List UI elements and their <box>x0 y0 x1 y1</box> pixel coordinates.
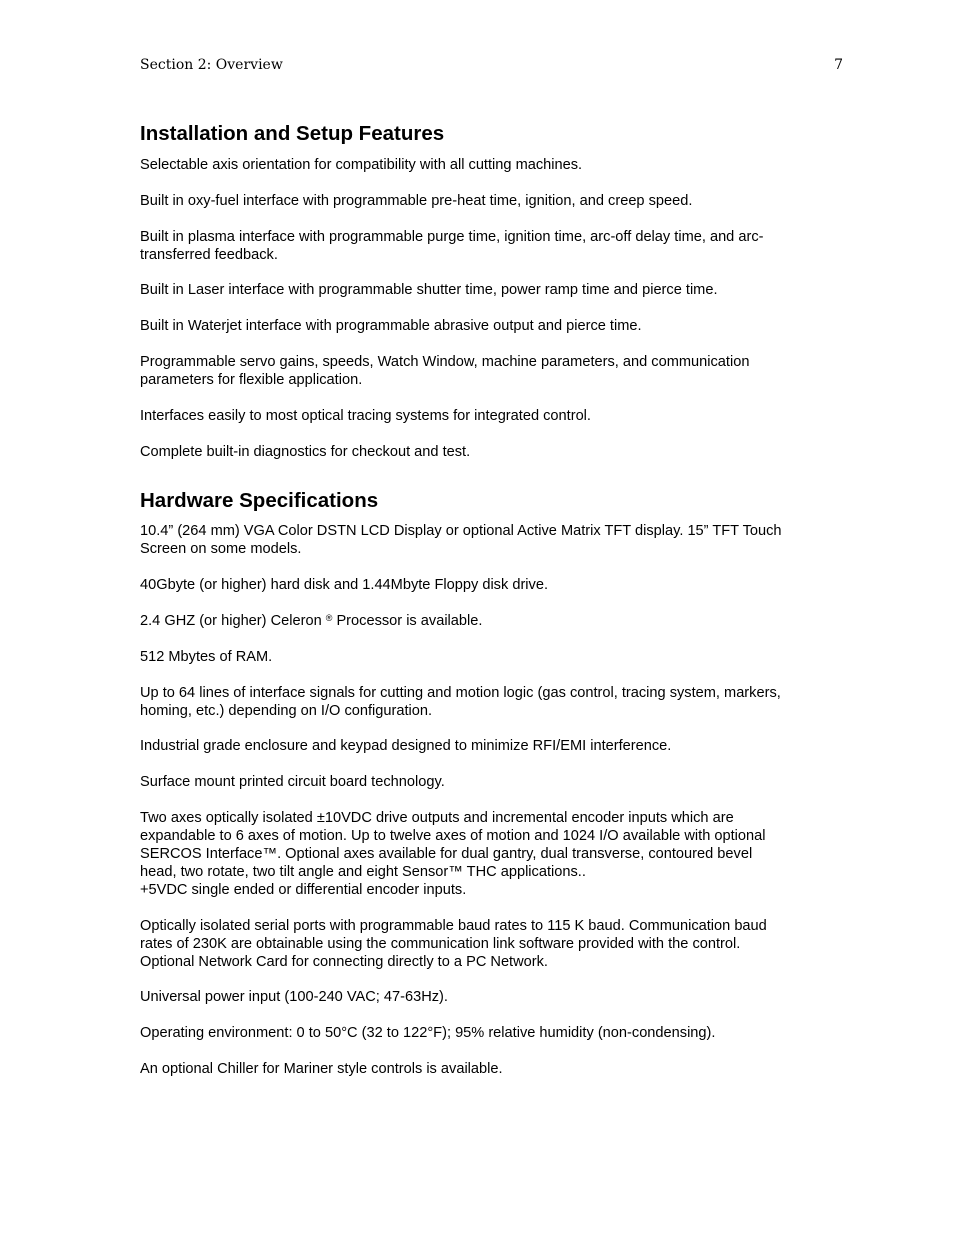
text-line: Selectable axis orientation for compatibility with all cutting machines. <box>140 157 583 173</box>
text-line: 512 Mbytes of RAM. <box>140 649 273 665</box>
hardware-paragraph <box>140 1060 840 1078</box>
text-fragment: 2.4 GHZ (or higher) Celeron <box>140 613 326 629</box>
installation-paragraph <box>140 317 840 335</box>
hardware-paragraph <box>140 612 840 630</box>
installation-paragraph <box>140 192 840 210</box>
text-line: An optional Chiller for Mariner style controls is available. <box>140 1061 503 1077</box>
text-line: 40Gbyte (or higher) hard disk and 1.44Mbyte Floppy disk drive. <box>140 577 549 593</box>
text-line: parameters for flexible application. <box>140 372 363 388</box>
hardware-paragraph <box>140 648 840 666</box>
text-line: Surface mount printed circuit board technology. <box>140 774 445 790</box>
installation-paragraph <box>140 407 840 425</box>
hardware-paragraph <box>140 1024 840 1042</box>
text-line: Screen on some models. <box>140 541 302 557</box>
text-line <box>140 612 840 630</box>
page-number: 7 <box>834 57 843 73</box>
hardware-paragraph <box>140 737 840 755</box>
hardware-paragraph <box>140 988 840 1006</box>
installation-paragraph <box>140 228 840 264</box>
registered-mark: ® <box>325 613 333 623</box>
installation-heading: Installation and Setup Features <box>140 122 445 145</box>
hardware-paragraph <box>140 576 840 594</box>
running-header-section: Section 2: Overview <box>140 57 283 73</box>
text-line: Operating environment: 0 to 50°C (32 to 122°F); 95% relative humidity (non-condensing). <box>140 1025 716 1041</box>
hardware-heading: Hardware Specifications <box>140 489 379 512</box>
text-line: 10.4” (264 mm) VGA Color DSTN LCD Display or optional Active Matrix TFT display. 15” TFT Touch <box>140 523 782 539</box>
text-line: Optically isolated serial ports with programmable baud rates to 115 K baud. Communication baud <box>140 918 767 934</box>
text-fragment: Processor is available. <box>332 613 483 629</box>
text-line: Universal power input (100-240 VAC; 47-63Hz). <box>140 989 448 1005</box>
text-line: +5VDC single ended or differential encoder inputs. <box>140 882 467 898</box>
text-line: Industrial grade enclosure and keypad designed to minimize RFI/EMI interference. <box>140 738 672 754</box>
text-line: Complete built-in diagnostics for checkout and test. <box>140 444 471 460</box>
installation-paragraph <box>140 156 840 174</box>
text-line: Built in Laser interface with programmable shutter time, power ramp time and pierce time. <box>140 282 718 298</box>
text-line: homing, etc.) depending on I/O configuration. <box>140 703 433 719</box>
hardware-paragraph <box>140 684 840 720</box>
text-line: Interfaces easily to most optical tracing systems for integrated control. <box>140 408 591 424</box>
text-line: transferred feedback. <box>140 247 278 263</box>
hardware-paragraph <box>140 917 840 971</box>
text-line: Two axes optically isolated ±10VDC drive outputs and incremental encoder inputs which are <box>140 810 734 826</box>
installation-paragraph <box>140 353 840 389</box>
text-line: Built in oxy-fuel interface with programmable pre-heat time, ignition, and creep speed. <box>140 193 693 209</box>
text-line: Built in plasma interface with programmable purge time, ignition time, arc-off delay time, and arc- <box>140 229 764 245</box>
hardware-paragraph <box>140 522 840 558</box>
text-line: Optional Network Card for connecting directly to a PC Network. <box>140 954 548 970</box>
text-line: expandable to 6 axes of motion. Up to twelve axes of motion and 1024 I/O available with optional <box>140 828 766 844</box>
hardware-paragraph <box>140 773 840 791</box>
text-line: Built in Waterjet interface with programmable abrasive output and pierce time. <box>140 318 642 334</box>
hardware-paragraph <box>140 809 840 899</box>
installation-paragraph <box>140 443 840 461</box>
text-line: rates of 230K are obtainable using the communication link software provided with the control. <box>140 936 741 952</box>
text-line: Up to 64 lines of interface signals for cutting and motion logic (gas control, tracing system, markers, <box>140 685 781 701</box>
text-line: SERCOS Interface™. Optional axes available for dual gantry, dual transverse, contoured bevel <box>140 846 753 862</box>
text-line: Programmable servo gains, speeds, Watch Window, machine parameters, and communication <box>140 354 750 370</box>
installation-paragraph <box>140 281 840 299</box>
text-line: head, two rotate, two tilt angle and eight Sensor™ THC applications.. <box>140 864 586 880</box>
